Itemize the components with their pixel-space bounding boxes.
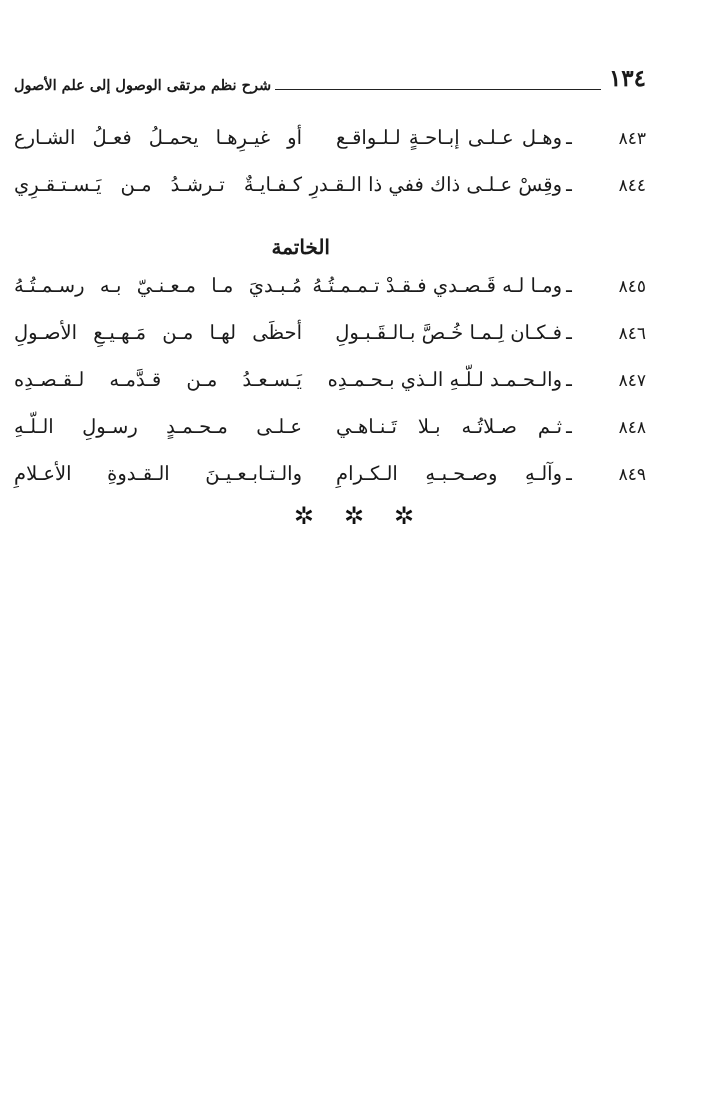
verse-first-hemistich: وهـل عـلـى إبـاحـةٍ لـلـواقـع <box>336 126 562 149</box>
verse-second-hemistich: كـفـايـةٌ تـرشـدُ مـن يَـسـتـقـرِي <box>14 173 302 196</box>
verse-dash: ـ <box>566 368 572 391</box>
verse-846 <box>14 321 646 368</box>
verse-dash: ـ <box>566 173 572 196</box>
verse-second-hemistich: أو غيـرِهـا يحمـلُ فعـلُ الشـارع <box>14 126 302 149</box>
verse-second-hemistich: مُـبـديَ مـا مـعـنـيّ بـه رسـمـتُـهُ <box>14 274 302 297</box>
verse-number: ٨٤٩ <box>618 465 646 485</box>
verse-844 <box>14 173 646 220</box>
verse-845 <box>14 274 646 321</box>
verse-number: ٨٤٨ <box>618 418 646 438</box>
running-title: شرح نظم مرتقى الوصول إلى علم الأصول <box>14 77 272 94</box>
verse-number: ٨٤٧ <box>618 371 646 391</box>
verse-dash: ـ <box>566 415 572 438</box>
verse-847 <box>14 368 646 415</box>
flower-ornament-icon: ✲ <box>343 502 365 530</box>
verse-block <box>14 126 646 509</box>
verse-first-hemistich: وقِسْ عـلـى ذاك ففي ذا الـقـدرِ <box>309 173 562 196</box>
flower-ornament-icon: ✲ <box>394 502 415 530</box>
verse-dash: ـ <box>566 462 572 485</box>
verse-first-hemistich: والـحـمـد لـلّـهِ الـذي بـحـمـدِه <box>327 368 562 391</box>
verse-number: ٨٤٤ <box>618 176 646 196</box>
verse-number: ٨٤٣ <box>618 129 646 149</box>
verse-first-hemistich: ومـا لـه قَـصـدي فـقـدْ تـمـمـتُـهُ <box>312 274 562 297</box>
verse-dash: ـ <box>566 126 572 149</box>
header-rule <box>275 89 601 90</box>
flower-ornament-icon: ✲ <box>293 502 314 530</box>
verse-second-hemistich: يَـسـعـدُ مـن قـدَّمـه لـقـصـدِه <box>14 368 302 391</box>
verse-first-hemistich: ثـم صـلاتُـه بـلا تَـنـاهـي <box>336 415 562 438</box>
page-number: ١٣٤ <box>608 65 646 92</box>
verse-843 <box>14 126 646 173</box>
verse-number: ٨٤٦ <box>618 324 646 344</box>
verse-second-hemistich: عـلـى مـحـمـدٍ رسـولِ الـلّـهِ <box>14 415 302 438</box>
verse-second-hemistich: والـتـابـعـيـنَ الـقـدوةِ الأعـلامِ <box>14 462 302 485</box>
verse-number: ٨٤٥ <box>618 277 646 297</box>
verse-dash: ـ <box>566 274 572 297</box>
verse-848 <box>14 415 646 462</box>
verse-dash: ـ <box>566 321 572 344</box>
page-header <box>14 62 646 96</box>
section-title: الخاتمة <box>271 235 330 259</box>
verse-first-hemistich: وآلـهِ وصـحـبـهِ الـكـرامِ <box>336 462 562 485</box>
end-ornaments <box>0 504 708 528</box>
verse-849 <box>14 462 646 509</box>
verse-second-hemistich: أحظَى لهـا مـن مَـهـيـعِ الأصـولِ <box>14 321 302 344</box>
verse-first-hemistich: فـكـان لِـمـا خُـصَّ بـالـقَـبـولِ <box>335 321 562 344</box>
